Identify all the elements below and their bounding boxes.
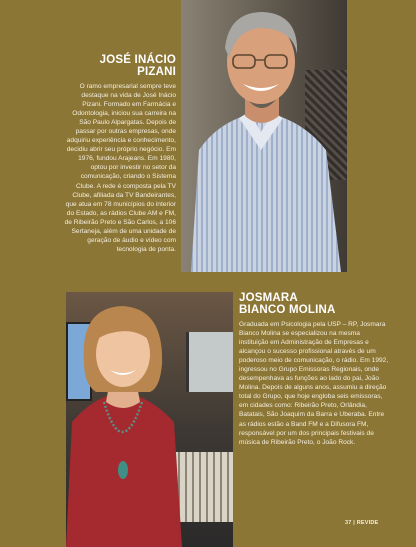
profile-2-text (239, 293, 389, 447)
woman-portrait-photo (66, 292, 233, 547)
profile-1-bio: O ramo empresarial sempre teve destaque na vida de José Inácio Pizani. Formado em Farmácia e Odontologia, iniciou sua carreira na São Paulo Alpargatas. Depois de passar por outras empresas, onde adquiriu experiência e conhecimento, decidiu abrir seu próprio negócio. Em 1976, fundou Arajeans. Em 1980, optou por investir no setor da comunicação, criando o Sistema Clube. A rede é composta pela TV Clube, afiliada da TV Bandeirantes, que atua em 78 municípios do interior do Estado, as rádios Clube AM e FM, de Ribeirão Preto e São Carlos, a 106 Sertaneja, além de uma unidade de geração de áudio e vídeo com tecnologia de ponta. (64, 83, 176, 253)
man-portrait-photo (181, 0, 347, 272)
page-number: 37 (345, 520, 352, 526)
profile-1-name (60, 54, 176, 78)
profile-1-text (60, 54, 176, 254)
profile-2-bio: Graduada em Psicologia pela USP – RP, Josmara Bianco Molina se especializou na mesma instituição em Administração de Empresas e alcançou o sucesso profissional através de um poderoso meio de comunicação, o rádio. Em 1992, ingressou no Grupo Emissoras Regionais, onde desempenhava as funções ao lado do pai, João Molina. Depois de alguns anos, assumiu a direção total do Grupo, que hoje engloba seis emissoras, em cidades como: Ribeirão Preto, Orlândia, Batatais, São Joaquim da Barra e Uberaba. Entre as rádios estão a Band FM e a Difusora FM, responsável por um dos principais festivais de música de Ribeirão Preto, o João Rock. (239, 321, 389, 446)
profile-2-name-line2: BIANCO MOLINA (239, 303, 336, 316)
profile-1-name-line1: JOSÉ INÁCIO (99, 54, 176, 66)
profile-1-name-line2: PIZANI (137, 66, 176, 78)
footer-separator: | (353, 520, 356, 526)
page-footer (345, 520, 378, 526)
profile-2-name-line1: JOSMARA (239, 292, 298, 304)
magazine-name: REVIDE (356, 520, 379, 526)
profile-2-name (239, 293, 389, 316)
